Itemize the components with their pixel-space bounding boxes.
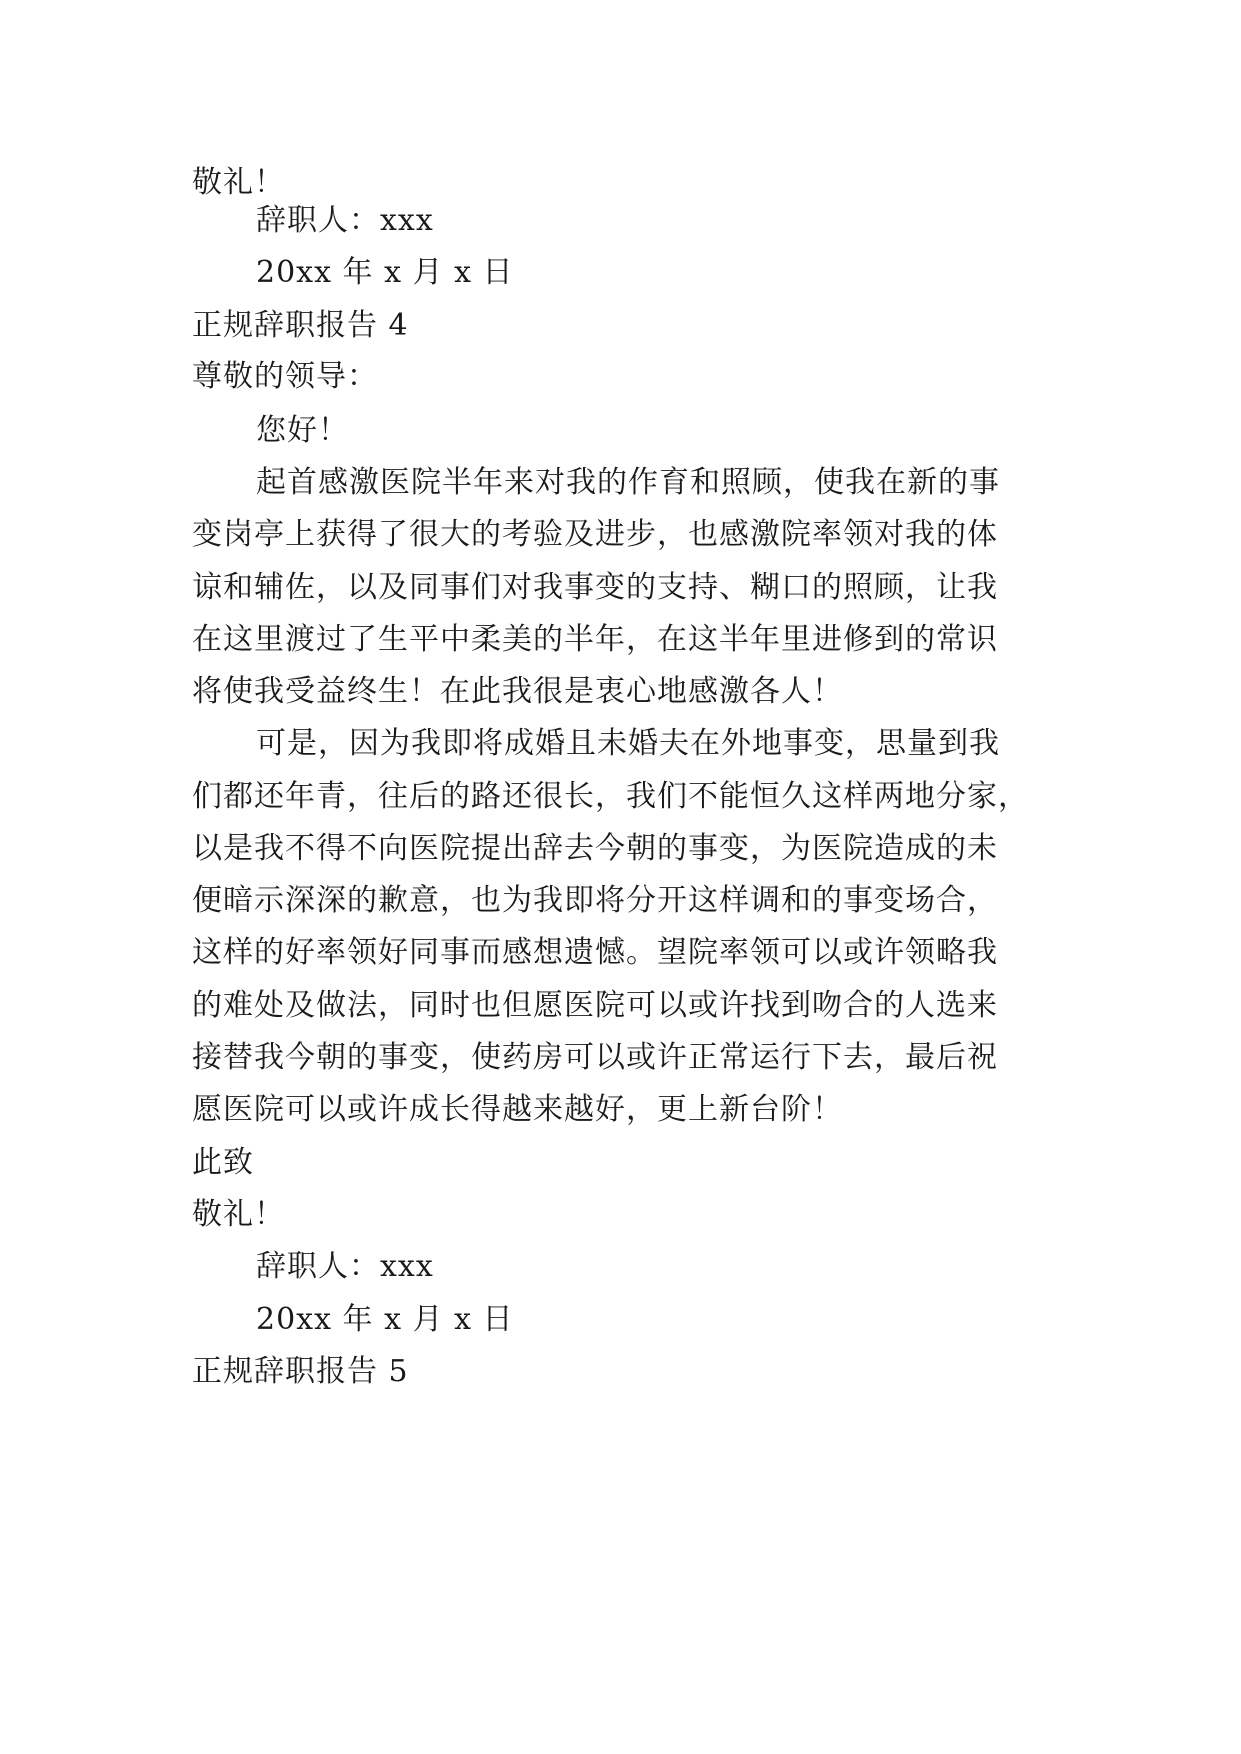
section-title: 正规辞职报告 4 bbox=[192, 308, 409, 343]
paragraph-line: 接替我今朝的事变，使药房可以或许正常运行下去，最后祝 bbox=[192, 1040, 998, 1075]
salutation: 尊敬的领导： bbox=[192, 359, 378, 394]
paragraph-line: 将使我受益终生！在此我很是衷心地感激各人！ bbox=[192, 674, 843, 709]
closing-salute: 敬礼！ bbox=[192, 1197, 285, 1232]
paragraph-line: 便暗示深深的歉意，也为我即将分开这样调和的事变场合， bbox=[192, 883, 998, 918]
paragraph-line: 这样的好率领好同事而感想遗憾。望院率领可以或许领略我 bbox=[192, 935, 998, 970]
paragraph-line: 起首感激医院半年来对我的作育和照顾，使我在新的事 bbox=[256, 465, 1000, 500]
greeting: 您好！ bbox=[256, 413, 349, 448]
closing-line: 此致 bbox=[192, 1145, 254, 1180]
paragraph-line: 谅和辅佐，以及同事们对我事变的支持、糊口的照顾，让我 bbox=[192, 570, 998, 605]
date-line: 20xx 年 x 月 x 日 bbox=[256, 255, 514, 290]
closing-salute: 敬礼！ bbox=[192, 165, 285, 200]
signer-line: 辞职人：xxx bbox=[256, 1249, 434, 1284]
paragraph-line: 的难处及做法，同时也但愿医院可以或许找到吻合的人选来 bbox=[192, 988, 998, 1023]
paragraph-line: 在这里渡过了生平中柔美的半年，在这半年里进修到的常识 bbox=[192, 622, 998, 657]
paragraph-line: 以是我不得不向医院提出辞去今朝的事变，为医院造成的未 bbox=[192, 831, 998, 866]
paragraph-line: 们都还年青，往后的路还很长，我们不能恒久这样两地分家， bbox=[192, 779, 1029, 814]
signer-line: 辞职人：xxx bbox=[256, 203, 434, 238]
section-title: 正规辞职报告 5 bbox=[192, 1354, 409, 1389]
paragraph-line: 可是，因为我即将成婚且未婚夫在外地事变，思量到我 bbox=[256, 726, 1000, 761]
paragraph-line: 愿医院可以或许成长得越来越好，更上新台阶！ bbox=[192, 1092, 843, 1127]
paragraph-line: 变岗亭上获得了很大的考验及进步，也感激院率领对我的体 bbox=[192, 517, 998, 552]
date-line: 20xx 年 x 月 x 日 bbox=[256, 1302, 514, 1337]
